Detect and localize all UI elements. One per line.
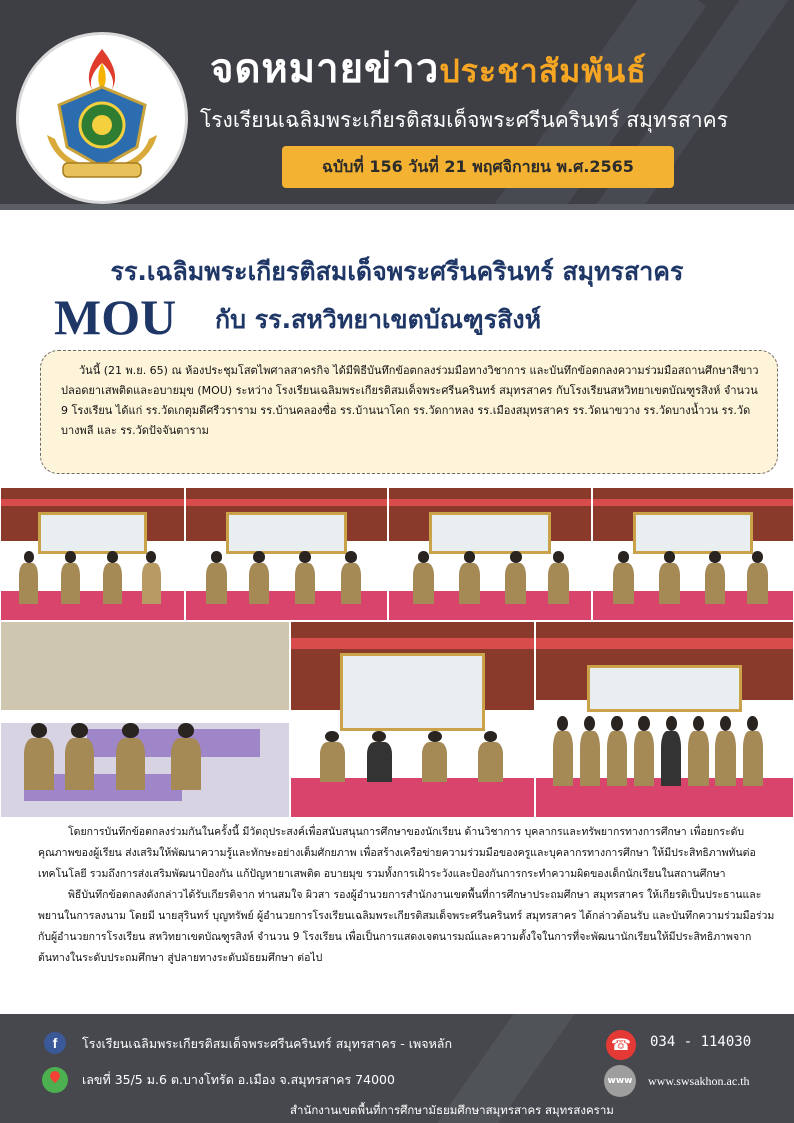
ceremony-photo xyxy=(185,487,388,621)
signing-photo xyxy=(290,621,535,818)
headline-mou: MOU xyxy=(54,289,177,345)
location-pin-icon xyxy=(42,1067,68,1093)
phone-icon: ☎ xyxy=(606,1030,636,1060)
newsletter-footer xyxy=(0,1014,794,1123)
newsletter-header xyxy=(0,0,794,210)
agency-name: สำนักงานเขตพื้นที่การศึกษามัธยมศึกษาสมุทรสาคร สมุทรสงคราม xyxy=(290,1103,614,1117)
school-address: เลขที่ 35/5 ม.6 ต.บางโทรัด อ.เมือง จ.สมุทรสาคร 74000 xyxy=(82,1072,395,1087)
headline-line-1: รร.เฉลิมพระเกียรติสมเด็จพระศรีนครินทร์ สมุทรสาคร xyxy=(110,257,684,286)
issue-badge xyxy=(282,146,674,188)
ceremony-photo xyxy=(388,487,592,621)
intro-text: วันนี้ (21 พ.ย. 65) ณ ห้องประชุมโสตไพศาลสาครกิจ ได้มีพิธีบันทึกข้อตกลงร่วมมือทางวิชาการ และบันทึกข้อตกลงความร่วมมือสถานศึกษาสีขาว ปลอดยาเสพติดและอบายมุข (MOU) ระหว่าง โรงเรียนเฉลิมพระเกียรติสมเด็จพระศรีนครินทร์ สมุทรสาคร กับโรงเรียนสหวิทยาเขตบัณฑูรสิงห์ จำนวน 9 โรงเรียน ได้แก่ รร.วัดเกตุมดีศรีวราราม รร.บ้านคลองซื่อ รร.บ้านนาโคก รร.วัดกาหลง รร.เมืองสมุทรสาคร รร.วัดนาขวาง รร.วัดบางน้ำวน รร.วัดบางพลี และ รร.วัดปัจจันตาราม xyxy=(61,364,759,437)
school-name: โรงเรียนเฉลิมพระเกียรติสมเด็จพระศรีนครินทร์ สมุทรสาคร xyxy=(200,108,728,132)
facebook-page-link[interactable]: โรงเรียนเฉลิมพระเกียรติสมเด็จพระศรีนครินทร์ สมุทรสาคร - เพจหลัก xyxy=(82,1036,453,1051)
ceremony-photo xyxy=(0,487,185,621)
newsletter-title-main: จดหมายข่าว xyxy=(210,46,440,92)
phone-number[interactable]: 034 - 114030 xyxy=(650,1034,752,1050)
website-link[interactable]: www.swsakhon.ac.th xyxy=(648,1074,750,1088)
school-emblem-icon xyxy=(16,32,188,204)
newsletter-title xyxy=(210,36,647,100)
issue-text: ฉบับที่ 156 วันที่ 21 พฤศจิกายน พ.ศ.2565 xyxy=(322,157,634,176)
newsletter-title-accent: ประชาสัมพันธ์ xyxy=(439,52,647,90)
meeting-room-photo xyxy=(0,621,290,818)
article-body xyxy=(38,822,778,969)
headline-line-2: กับ รร.สหวิทยาเขตบัณฑูรสิงห์ xyxy=(215,305,542,334)
facebook-icon[interactable]: f xyxy=(44,1032,66,1054)
header-divider xyxy=(0,204,794,210)
group-photo xyxy=(535,621,794,818)
article-paragraph: พิธีบันทึกข้อตกลงดังกล่าวได้รับเกียรติจาก ท่านสมใจ ผิวสา รองผู้อำนวยการสำนักงานเขตพื้นที่การศึกษาประถมศึกษา สมุทรสาคร ให้เกียรติเป็นประธานและพยานในการลงนาม โดยมี นายสุรินทร์ บุญทรัพย์ ผู้อำนวยการโรงเรียนเฉลิมพระเกียรติสมเด็จพระศรีนครินทร์ สมุทรสาคร ได้กล่าวต้อนรับ และบันทึกความร่วมมือร่วมกับผู้อำนวยการโรงเรียน สหวิทยาเขตบัณฑูรสิงห์ จำนวน 9 โรงเรียน เพื่อเป็นการแสดงเจตนารมณ์และความตั้งใจในการที่จะพัฒนานักเรียนให้มีประสิทธิภาพจากต้นทางในระดับประถมศึกษา สู่ปลายทางระดับมัธยมศึกษา ต่อไป xyxy=(38,889,775,964)
intro-box xyxy=(40,350,778,474)
globe-icon: www xyxy=(604,1065,636,1097)
article-paragraph: โดยการบันทึกข้อตกลงร่วมกันในครั้งนี้ มีวัตถุประสงค์เพื่อสนับสนุนการศึกษาของนักเรียน ด้านวิชาการ บุคลากรและทรัพยากรทางการศึกษา เพื่อยกระดับคุณภาพของผู้เรียน ส่งเสริมให้พัฒนาความรู้และทักษะอย่างเต็มศักยภาพ เพื่อสร้างเครือข่ายความร่วมมือของครูและบุคลากรทางการศึกษา ให้มีประสิทธิภาพทันต่อเทคโนโลยี รวมถึงการส่งเสริมพัฒนาป้องกัน แก้ปัญหายาเสพติด อบายมุข รวมทั้งการเฝ้าระวังและป้องกันการกระทำความผิดของเด็กนักเรียนในสถานศึกษา xyxy=(38,826,756,880)
ceremony-photo xyxy=(592,487,794,621)
